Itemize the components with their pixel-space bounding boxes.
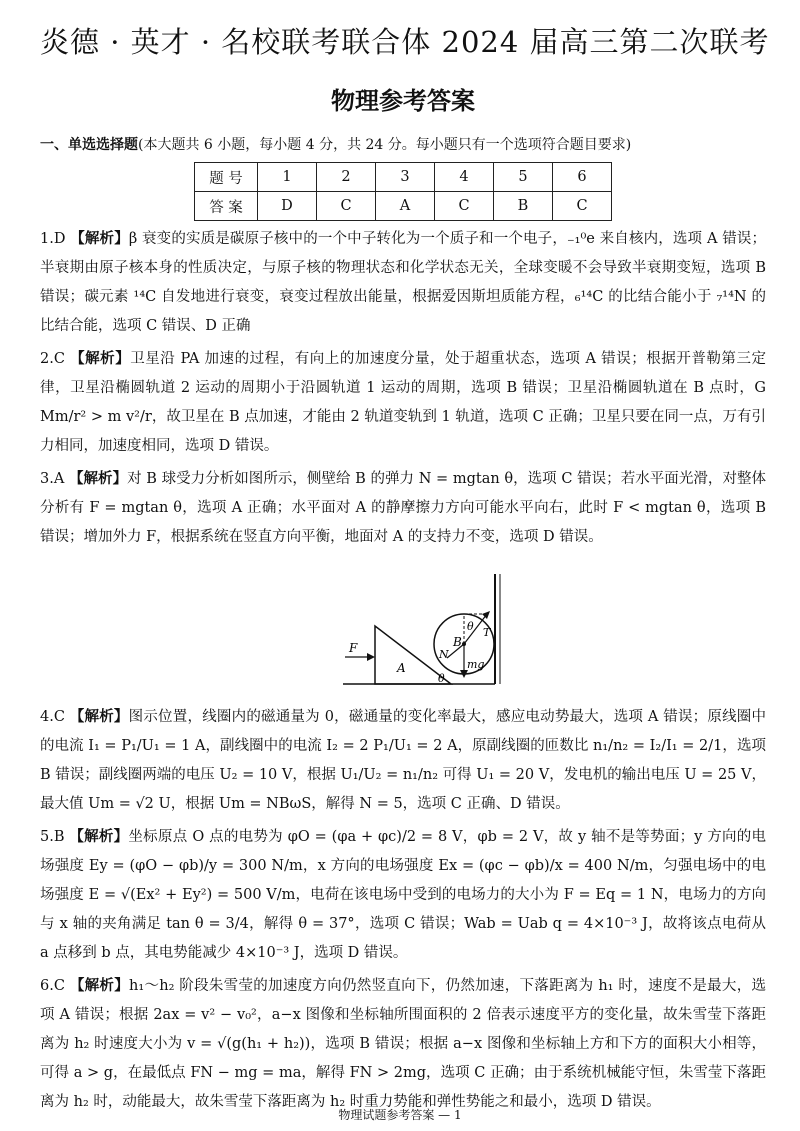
label-theta-2: θ <box>438 672 445 685</box>
question-text: β 衰变的实质是碳原子核中的一个中子转化为一个质子和一个电子，₋₁⁰e 来自核内，选项 A 错误；半衰期由原子核本身的性质决定，与原子核的物理状态和化学状态无关，全球变暖不会导致半衰期变短，选项 B 错误；碳元素 ¹⁴C 自发地进行衰变，衰变过程放出能量，根据爱因斯坦质能方程，₆¹⁴C 的比结合能小于 ₇¹⁴N 的比结合能，选项 C 错误、D 正确 <box>40 231 766 334</box>
section-note: (本大题共 6 小题，每小题 4 分，共 24 分。每小题只有一个选项符合题目要求) <box>138 137 632 153</box>
analysis-tag: 【解析】 <box>70 231 129 247</box>
table-header-cell: 题 号 <box>195 163 258 192</box>
label-a: A <box>397 661 406 675</box>
question-number: 5.B <box>40 829 65 845</box>
table-cell: 3 <box>376 163 435 192</box>
table-cell: C <box>435 192 494 221</box>
question-1 <box>40 225 766 341</box>
label-f: F <box>349 641 358 655</box>
table-cell: 5 <box>494 163 553 192</box>
table-cell: 2 <box>317 163 376 192</box>
answer-table <box>194 162 612 221</box>
question-number: 3.A <box>40 471 65 487</box>
analysis-tag: 【解析】 <box>70 351 131 367</box>
analysis-tag: 【解析】 <box>69 709 129 725</box>
section-label: 一、单选选择题 <box>40 137 138 153</box>
question-2 <box>40 345 766 461</box>
question-4 <box>40 703 766 819</box>
table-cell: 1 <box>258 163 317 192</box>
force-f-arrowhead <box>367 653 375 661</box>
question-text: 卫星沿 PA 加速的过程，有向上的加速度分量，处于超重状态，选项 A 错误；根据开普勒第三定律，卫星沿椭圆轨道 2 运动的周期小于沿圆轨道 1 运动的周期，选项 B 错误；卫星沿椭圆轨道在 B 点时，G Mm/r² > m v²/r，故卫星在 B 点加速，才能由 2 轨道变轨到 1 轨道，选项 C 正确；卫星只要在同一点，万有引力相同，加速度相同，选项 D 错误。 <box>40 351 767 454</box>
analysis-tag: 【解析】 <box>68 471 128 487</box>
question-6 <box>40 972 766 1117</box>
force-diagram <box>283 554 523 699</box>
question-number: 1.D <box>40 231 66 247</box>
table-cell: C <box>317 192 376 221</box>
tension-arrowhead <box>482 611 490 619</box>
analysis-tag: 【解析】 <box>69 829 129 845</box>
question-text: 对 B 球受力分析如图所示，侧壁给 B 的弹力 N = mgtan θ，选项 C 错误；若水平面光滑，对整体分析有 F = mgtan θ，选项 A 正确；水平面对 A 的静摩擦力方向可能水平向右，此时 F < mgtan θ，选项 B 错误；增加外力 F，根据系统在竖直方向平衡，地面对 A 的支持力不变，选项 D 错误。 <box>40 471 767 545</box>
label-b: B <box>453 635 462 649</box>
label-theta: θ <box>467 620 474 633</box>
table-header-cell: 答 案 <box>195 192 258 221</box>
table-row <box>195 192 612 221</box>
table-row <box>195 163 612 192</box>
table-cell: 4 <box>435 163 494 192</box>
label-mg: mg <box>467 658 485 671</box>
table-cell: A <box>376 192 435 221</box>
force-diagram-svg <box>283 554 523 699</box>
page-footer: 物理试题参考答案 — 1 <box>338 1108 462 1122</box>
label-n: N <box>439 648 449 661</box>
label-t: T <box>483 626 491 639</box>
table-cell: D <box>258 192 317 221</box>
question-text: h₁～h₂ 阶段朱雪莹的加速度方向仍然竖直向下，仍然加速，下落距离为 h₁ 时，速度不是最大，选项 A 错误；根据 2ax = v² − v₀²，a−x 图像和坐标轴所围面积的 2 倍表示速度平方的变化量，故朱雪莹下落距离为 h₂ 时速度大小为 v = √(g(h₁ + h₂))，选项 B 错误；根据 a−x 图像和坐标轴上方和下方的面积大小相等，可得 a > g，在最低点 FN − mg = ma，解得 FN > 2mg，选项 C 正确；由于系统机械能守恒，朱雪莹下落距离为 h₂ 时，动能最大，故朱雪莹下落距离为 h₂ 时重力势能和弹性势能之和最小，选项 D 错误。 <box>40 978 767 1110</box>
question-number: 4.C <box>40 709 65 725</box>
question-5 <box>40 823 766 968</box>
question-3 <box>40 465 766 552</box>
question-text: 坐标原点 O 点的电势为 φO = (φa + φc)/2 = 8 V，φb = 2 V，故 y 轴不是等势面；y 方向的电场强度 Ey = (φO − φb)/y = 300 N/m，x 方向的电场强度 Ex = (φc − φb)/x = 400 N/m，匀强电场中的电场强度 E = √(Ex² + Ey²) = 500 V/m，电荷在该电场中受到的电场力的大小为 F = Eq = 1 N，电场力的方向与 x 轴的夹角满足 tan θ = 3/4，解得 θ = 37°，选项 C 错误；Wab = Uab q = 4×10⁻³ J，故将该点电荷从 a 点移到 b 点，其电势能减少 4×10⁻³ J，选项 D 错误。 <box>40 829 767 961</box>
table-cell: B <box>494 192 553 221</box>
question-text: 图示位置，线圈内的磁通量为 0，磁通量的变化率最大，感应电动势最大，选项 A 错误；原线圈中的电流 I₁ = P₁/U₁ = 1 A，副线圈中的电流 I₂ = 2 P₁/U₁ = 2 A，原副线圈的匝数比 n₁/n₂ = I₂/I₁ = 2/1，选项 B 错误；副线圈两端的电压 U₂ = 10 V，根据 U₁/U₂ = n₁/n₂ 可得 U₁ = 20 V，发电机的输出电压 U = 25 V，最大值 Um = √2 U，根据 Um = NBωS，解得 N = 5，选项 C 正确、D 错误。 <box>40 709 767 812</box>
analysis-tag: 【解析】 <box>69 978 130 994</box>
table-cell: C <box>553 192 612 221</box>
table-cell: 6 <box>553 163 612 192</box>
question-number: 6.C <box>40 978 65 994</box>
page-title: 物理参考答案 <box>331 87 475 115</box>
exam-header: 炎德 · 英才 · 名校联考联合体 2024 届高三第二次联考 <box>40 25 770 59</box>
question-number: 2.C <box>40 351 65 367</box>
section-heading <box>40 134 766 154</box>
